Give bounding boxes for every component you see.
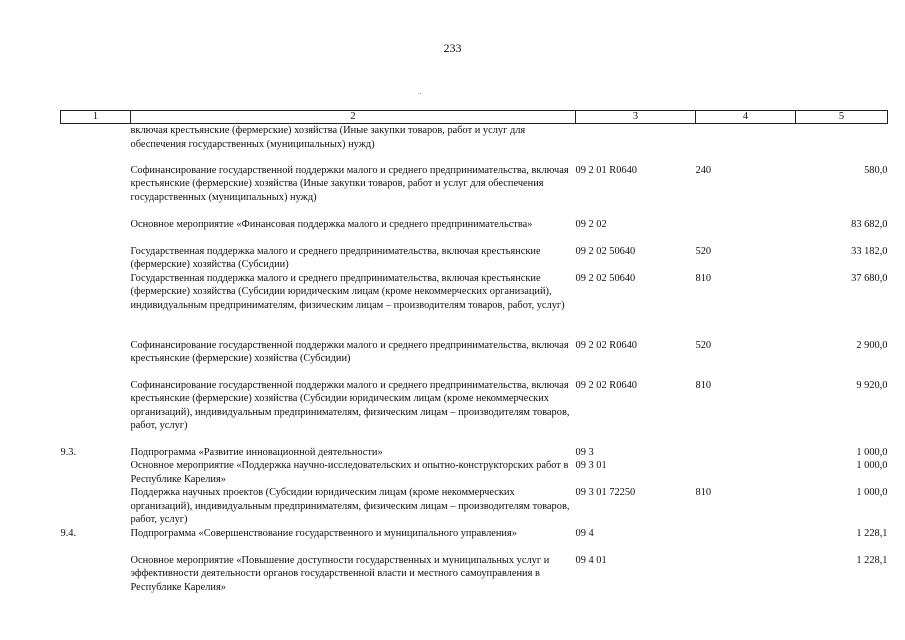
row-sum: 33 182,0 [851,245,888,257]
budget-table [60,110,888,594]
row-sum: 2 900,0 [856,339,888,351]
table-row [61,124,888,164]
row-vr-code: 520 [695,245,712,257]
row-sum: 1 000,0 [856,487,888,498]
table-row [61,164,888,218]
row-number [61,164,131,218]
table-row [61,554,888,595]
row-sum: 1 228,1 [856,554,888,566]
table-body [61,124,888,595]
row-vr-code [696,446,796,460]
column-header-3: 3 [576,111,696,124]
scan-speck [420,93,421,94]
table-row [61,446,888,460]
row-vr-code [696,218,796,245]
table-row [61,272,888,339]
column-header-4: 4 [696,111,796,124]
row-number [61,459,131,486]
row-vr-code: 240 [695,164,712,176]
column-header-5: 5 [796,111,888,124]
row-csr-code: 09 2 02 50640 [575,272,636,284]
row-csr-code: 09 4 01 [575,554,607,566]
row-number [61,486,131,527]
row-csr-code: 09 2 02 [575,218,607,230]
row-vr-code [696,554,796,595]
row-sum: 1 228,1 [856,527,888,539]
row-vr-code [696,527,796,554]
row-name: Софинансирование государственной поддержки малого и среднего предпринимательства, включая крестьянские (фермерские) хозяйства (Субсидии юридическим лицам (кроме некоммерческих организаций), индивидуальным предпринимателям, физическим лицам – производителям товаров, работ, услуг) [130,379,570,431]
row-number [61,554,131,595]
row-number: 9.4. [60,527,77,539]
row-name: включая крестьянские (фермерские) хозяйства (Иные закупки товаров, работ и услуг для обеспечения государственных (муниципальных) нужд) [130,125,526,150]
row-sum: 83 682,0 [851,218,888,230]
table-header [61,111,888,124]
row-vr-code: 810 [695,272,712,284]
row-sum: 1 000,0 [856,446,888,458]
row-number [61,124,131,164]
row-csr-code: 09 3 [575,446,594,458]
row-sum: 580,0 [864,164,888,176]
row-vr-code: 810 [695,379,712,391]
row-csr-code: 09 2 01 R0640 [575,164,637,176]
row-name: Государственная поддержка малого и среднего предпринимательства, включая крестьянские (фермерские) хозяйства (Субсидии) [130,245,541,270]
row-csr-code: 09 4 [575,527,594,539]
row-number [61,339,131,379]
column-header-1: 1 [61,111,131,124]
row-sum: 9 920,0 [856,379,888,391]
row-sum: 1 000,0 [856,460,888,471]
row-name: Софинансирование государственной поддержки малого и среднего предпринимательства, включая крестьянские (фермерские) хозяйства (Субсидии) [130,339,569,364]
row-name: Основное мероприятие «Финансовая поддержка малого и среднего предпринимательства» [130,218,533,230]
row-vr-code: 810 [695,487,712,498]
row-name: Основное мероприятие «Повышение доступности государственных и муниципальных услуг и эффективности деятельности органов государственной власти и местного самоуправления в Республике Карелия» [130,554,550,593]
row-name: Софинансирование государственной поддержки малого и среднего предпринимательства, включая крестьянские (фермерские) хозяйства (Иные закупки товаров, работ и услуг для обеспечения государственных (муниципальных) нужд) [130,164,569,203]
row-csr-code: 09 3 01 72250 [575,487,636,498]
table-row [61,486,888,527]
table-row [61,218,888,245]
header-row [61,111,888,124]
row-csr-code: 09 2 02 R0640 [575,339,637,351]
row-vr-code: 520 [695,339,712,351]
row-csr-code: 09 2 02 50640 [575,245,636,257]
row-csr-code: 09 2 02 R0640 [575,379,637,391]
row-number: 9.3. [60,446,77,458]
table-row [61,459,888,486]
column-header-2: 2 [131,111,576,124]
row-name: Государственная поддержка малого и среднего предпринимательства, включая крестьянские (фермерские) хозяйства (Субсидии юридическим лицам (кроме некоммерческих организаций), индивидуальным предпринимателям, физическим лицам – производителям товаров, работ, услуг) [130,272,565,311]
row-name: Подпрограмма «Развитие инновационной деятельности» [130,446,383,458]
table-row [61,339,888,379]
row-name: Основное мероприятие «Поддержка научно-исследовательских и опытно-конструкторских работ в Республике Карелия» [130,460,569,485]
table-row [61,245,888,272]
row-sum [796,124,888,164]
row-number [61,379,131,446]
table-row [61,527,888,554]
row-vr-code [696,124,796,164]
table-row [61,379,888,446]
row-number [61,272,131,339]
page-number: 233 [443,41,462,55]
row-sum: 37 680,0 [851,272,888,284]
row-csr-code: 09 3 01 [575,460,607,471]
row-name: Подпрограмма «Совершенствование государственного и муниципального управления» [130,527,517,539]
row-number [61,218,131,245]
row-vr-code [696,459,796,486]
row-csr-code [576,124,696,164]
row-number [61,245,131,272]
row-name: Поддержка научных проектов (Субсидии юридическим лицам (кроме некоммерческих организаций), индивидуальным предпринимателям, физическим лицам – производителям товаров, работ, услуг) [130,487,570,525]
